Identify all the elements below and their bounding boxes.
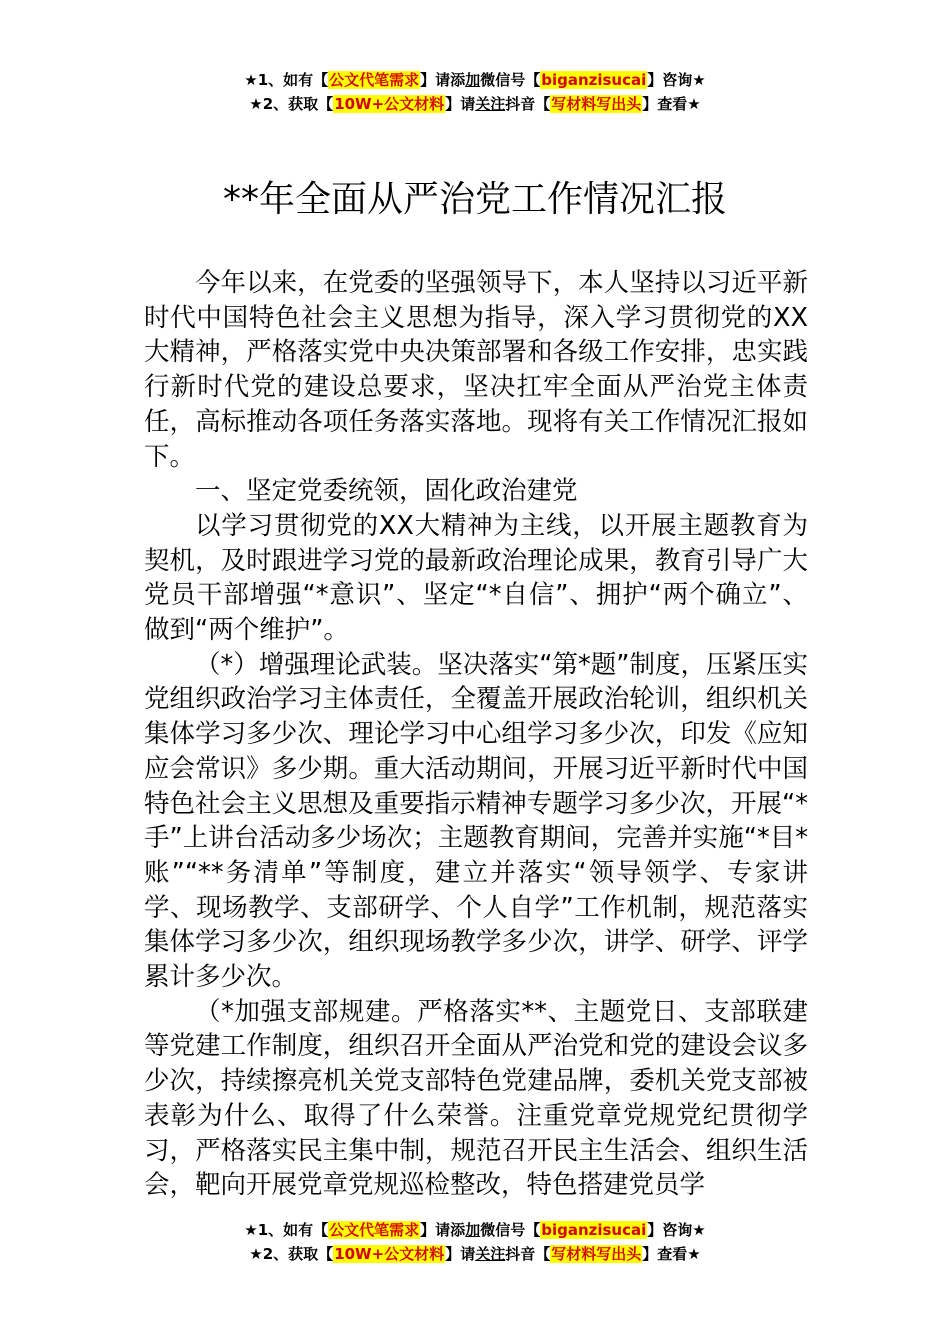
highlight-service: 公文代笔需求 xyxy=(329,71,420,89)
promo-line-2: ★2、获取【10W+公文材料】请关注抖音【写材料写出头】查看★ xyxy=(249,1245,701,1263)
document-title: **年全面从严治党工作情况汇报 xyxy=(222,179,727,220)
promo-banner-top xyxy=(0,68,950,116)
highlight-materials: 10W+公文材料 xyxy=(334,95,445,113)
highlight-wechat-id: biganzisucai xyxy=(541,71,647,89)
paragraph-branch-building: （*加强支部规建。严格落实**、主题党日、支部联建等党建工作制度，组织召开全面从严治党和党的建设会议多少次，持续擦亮机关党支部特色党建品牌，委机关党支部被表彰为什么、取得了什么荣誉。注重党章党规党纪贯彻学习，严格落实民主集中制，规范召开民主生活会、组织生活会，靶向开展党章党规巡检整改，特色搭建党员学 xyxy=(144,996,808,1201)
highlight-materials: 10W+公文材料 xyxy=(334,1245,445,1263)
paragraph-theory-armament: （*）增强理论武装。坚决落实“第*题”制度，压紧压实党组织政治学习主体责任，全覆盖开展政治轮训，组织机关集体学习多少次、理论学习中心组学习多少次，印发《应知应会常识》多少期。重大活动期间，开展习近平新时代中国特色社会主义思想及重要指示精神专题学习多少次，开展“*手”上讲台活动多少场次；主题教育期间，完善并实施“*目*账”“**务清单”等制度，建立并落实“领导领学、专家讲学、现场教学、支部研学、个人自学”工作机制，规范落实集体学习多少次，组织现场教学多少次，讲学、研学、评学累计多少次。 xyxy=(144,649,808,993)
promo-line-1: ★1、如有【公文代笔需求】请添加微信号【biganzisucai】咨询★ xyxy=(244,1221,706,1239)
highlight-douyin: 写材料写出头 xyxy=(551,1245,642,1263)
highlight-douyin: 写材料写出头 xyxy=(551,95,642,113)
document-body xyxy=(144,266,808,1203)
promo-line-1: ★1、如有【公文代笔需求】请添加微信号【biganzisucai】咨询★ xyxy=(244,71,706,89)
highlight-wechat-id: biganzisucai xyxy=(541,1221,647,1239)
paragraph-intro: 今年以来，在党委的坚强领导下，本人坚持以习近平新时代中国特色社会主义思想为指导，深入学习贯彻党的XX大精神，严格落实党中央决策部署和各级工作安排，忠实践行新时代党的建设总要求，坚决扛牢全面从严治党主体责任，高标推动各项任务落实落地。现将有关工作情况汇报如下。 xyxy=(144,268,808,472)
paragraph-section-1-intro: 以学习贯彻党的XX大精神为主线，以开展主题教育为契机，及时跟进学习党的最新政治理论成果，教育引导广大党员干部增强“*意识”、坚定“*自信”、拥护“两个确立”、做到“两个维护”。 xyxy=(144,510,808,646)
promo-line-2: ★2、获取【10W+公文材料】请关注抖音【写材料写出头】查看★ xyxy=(249,95,701,113)
highlight-service: 公文代笔需求 xyxy=(329,1221,420,1239)
section-heading-1: 一、坚定党委统领，固化政治建党 xyxy=(195,476,578,507)
promo-banner-bottom xyxy=(0,1218,950,1266)
